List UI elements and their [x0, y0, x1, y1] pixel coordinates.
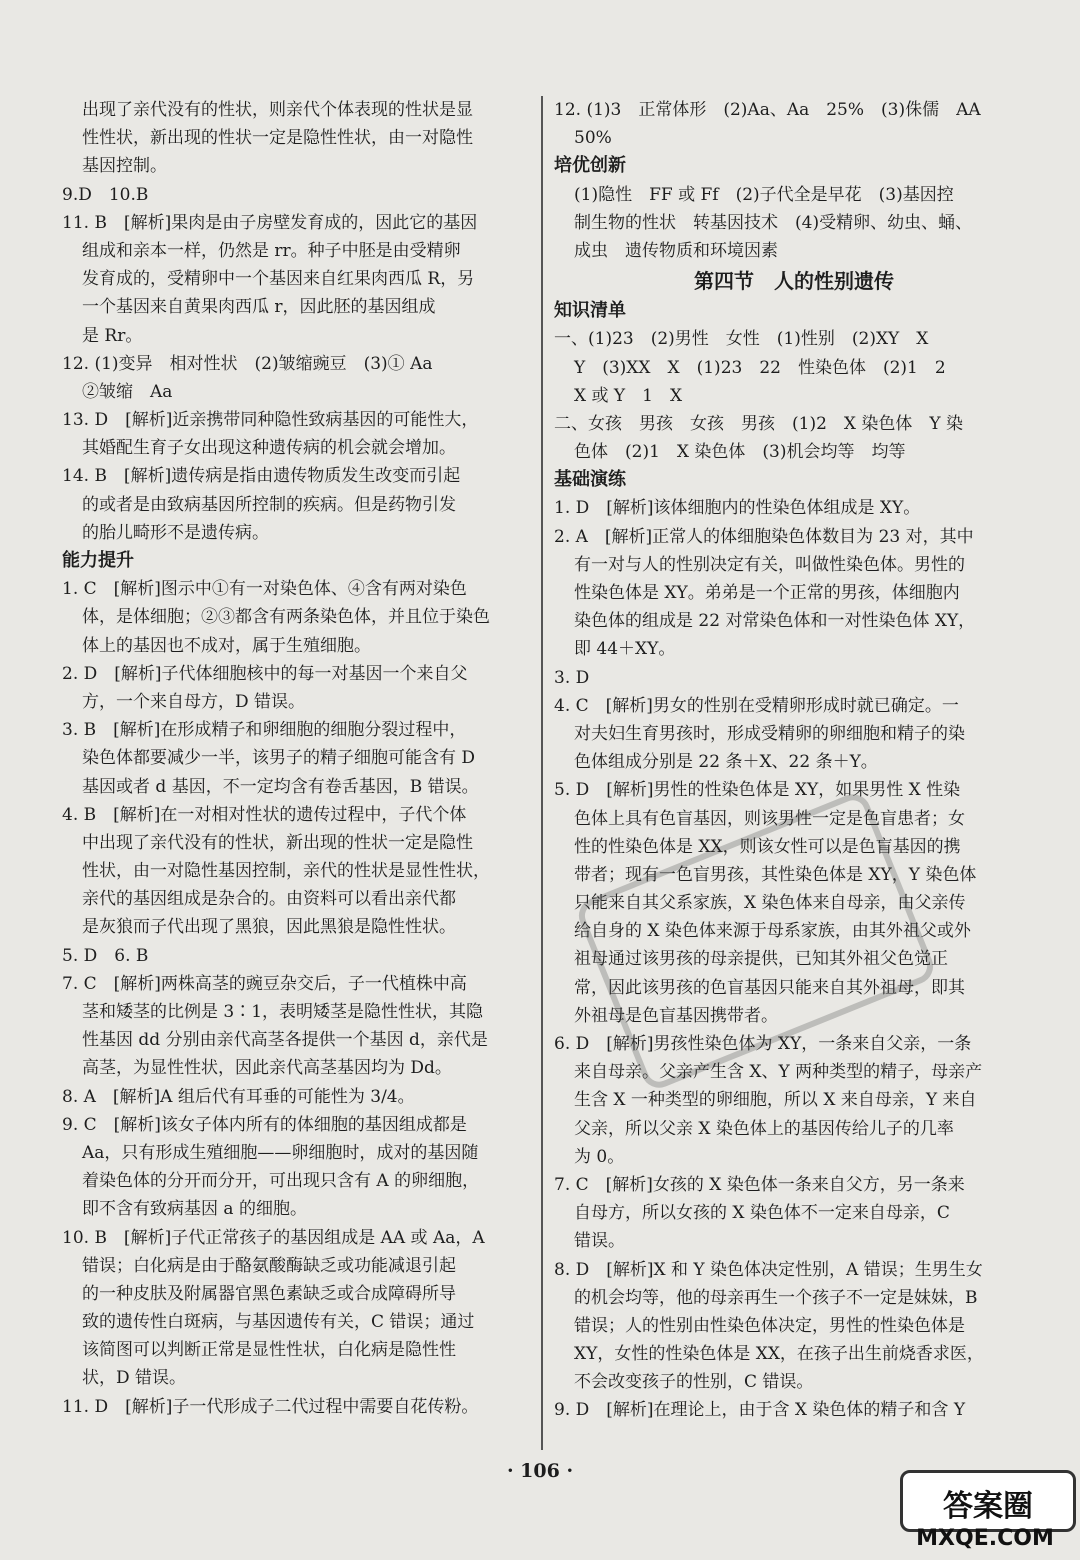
text-line: 出现了亲代没有的性状，则亲代个体表现的性状是显: [82, 100, 473, 120]
text-line: 父亲，所以父亲 X 染色体上的基因传给儿子的几率: [574, 1118, 954, 1139]
text-line: 的一种皮肤及附属器官黑色素缺乏或合成障碍所导: [82, 1283, 456, 1304]
text-line: 9.D 10.B: [62, 184, 149, 205]
text-line: 亲代的基因组成是杂合的。由资料可以看出亲代都: [82, 889, 456, 910]
text-line: 其婚配生育子女出现这种遗传病的机会就会增加。: [82, 438, 456, 459]
text-line: 13. D [解析]近亲携带同种隐性致病基因的可能性大，: [62, 410, 479, 431]
text-line: 色体 (2)1 X 染色体 (3)机会均等 均等: [574, 442, 906, 463]
text-line: Y (3)XX X (1)23 22 性染色体 (2)1 2: [574, 357, 946, 378]
text-line: 该简图可以判断正常是显性性状，白化病是隐性性: [82, 1340, 456, 1361]
text-line: 有一对与人的性别决定有关，叫做性染色体。男性的: [574, 554, 965, 575]
text-line: (1)隐性 FF 或 Ff (2)子代全是早花 (3)基因控: [574, 184, 954, 205]
watermark-url: MXQE.COM: [916, 1526, 1054, 1551]
column-divider: [541, 96, 543, 1450]
text-line: 体上的基因也不成对，属于生殖细胞。: [82, 635, 371, 656]
text-line: 外祖母是色盲基因携带者。: [574, 1005, 778, 1026]
text-line: ②皱缩 Aa: [82, 381, 173, 402]
text-line: 来自母亲。父亲产生含 X、Y 两种类型的精子，母亲产: [574, 1062, 983, 1083]
text-line: 性的性染色体是 XX，则该女性可以是色盲基因的携: [574, 836, 961, 857]
watermark-title: 答案圈: [943, 1489, 1033, 1524]
text-line: 发育成的，受精卵中一个基因来自红果肉西瓜 R，另: [82, 269, 475, 290]
text-line: 自母方，所以女孩的 X 染色体不一定来自母亲，C: [574, 1203, 950, 1224]
text-line: 4. B [解析]在一对相对性状的遗传过程中，子代个体: [62, 804, 467, 825]
text-line: 6. D [解析]男孩性染色体为 XY，一条来自父亲，一条: [554, 1034, 972, 1054]
text-line: 错误。: [574, 1231, 625, 1252]
text-line: 错误；人的性别由性染色体决定，男性的性染色体是: [574, 1315, 965, 1336]
chapter-title: 第四节 人的性别遗传: [694, 269, 894, 294]
left-column: [62, 96, 532, 1421]
text-line: 方，一个来自母方，D 错误。: [82, 691, 306, 712]
text-line: 色体上具有色盲基因，则该男性一定是色盲患者；女: [574, 808, 965, 829]
text-line: 9. C [解析]该女子体内所有的体细胞的基因组成都是: [62, 1114, 467, 1135]
text-line: 7. C [解析]女孩的 X 染色体一条来自父方，另一条来: [554, 1174, 965, 1195]
text-line: 性性状，新出现的性状一定是隐性性状，由一对隐性: [82, 128, 473, 149]
text-line: 状，D 错误。: [82, 1368, 187, 1389]
text-line: 基因控制。: [82, 156, 167, 177]
text-line: 即 44＋XY。: [574, 639, 676, 660]
watermark-logo: [900, 1470, 1070, 1552]
text-line: 的机会均等，他的母亲再生一个孩子不一定是妹妹，B: [574, 1287, 978, 1308]
text-line: 1. D [解析]该体细胞内的性染色体组成是 XY。: [554, 498, 921, 519]
section-heading: 能力提升: [62, 550, 134, 571]
text-line: 1. C [解析]图示中①有一对染色体、④含有两对染色: [62, 579, 467, 600]
page-number: · 106 ·: [506, 1460, 574, 1482]
text-line: 10. B [解析]子代正常孩子的基因组成是 AA 或 Aa，A: [62, 1227, 485, 1248]
text-line: 12. (1)变异 相对性状 (2)皱缩豌豆 (3)① Aa: [62, 353, 433, 374]
text-line: 生含 X 一种类型的卵细胞，所以 X 来自母亲，Y 来自: [574, 1090, 977, 1111]
text-line: Aa，只有形成生殖细胞——卵细胞时，成对的基因随: [82, 1142, 479, 1163]
text-line: 即不含有致病基因 a 的细胞。: [82, 1199, 307, 1220]
text-line: 2. D [解析]子代体细胞核中的每一对基因一个来自父: [62, 663, 468, 684]
text-line: 9. D [解析]在理论上，由于含 X 染色体的精子和含 Y: [554, 1400, 966, 1421]
text-line: 是 Rr。: [82, 325, 143, 346]
text-line: 8. D [解析]X 和 Y 染色体决定性别，A 错误；生男生女: [554, 1259, 983, 1280]
text-line: 不会改变孩子的性别，C 错误。: [574, 1372, 814, 1393]
text-line: 常，因此该男孩的色盲基因只能来自其外祖母，即其: [574, 977, 965, 998]
text-line: 对夫妇生育男孩时，形成受精卵的卵细胞和精子的染: [574, 723, 965, 744]
text-line: 性状，由一对隐性基因控制，亲代的性状是显性性状，: [82, 861, 490, 882]
text-line: 7. C [解析]两株高茎的豌豆杂交后，子一代植株中高: [62, 973, 467, 994]
text-line: 给自身的 X 染色体来源于母系家族，由其外祖父或外: [574, 921, 971, 942]
text-line: 5. D [解析]男性的性染色体是 XY，如果男性 X 性染: [554, 780, 961, 801]
text-line: 11. B [解析]果肉是由子房壁发育成的，因此它的基因: [62, 212, 478, 233]
text-line: 一、(1)23 (2)男性 女性 (1)性别 (2)XY X: [554, 329, 929, 350]
text-line: 3. D: [554, 667, 590, 688]
text-line: 性基因 dd 分别由亲代高茎各提供一个基因 d，亲代是: [82, 1030, 488, 1051]
text-line: 染色体的组成是 22 对常染色体和一对性染色体 XY，: [574, 611, 976, 632]
text-line: 成虫 遗传物质和环境因素: [574, 240, 778, 261]
text-line: 带者；现有一色盲男孩，其性染色体是 XY，Y 染色体: [574, 864, 977, 885]
text-line: 色体组成分别是 22 条＋X、22 条＋Y。: [574, 752, 878, 773]
text-line: 的或者是由致病基因所控制的疾病。但是药物引发: [82, 494, 456, 515]
text-line: 2. A [解析]正常人的体细胞染色体数目为 23 对，其中: [554, 526, 974, 547]
text-line: 二、女孩 男孩 女孩 男孩 (1)2 X 染色体 Y 染: [554, 413, 964, 434]
text-line: 12. (1)3 正常体形 (2)Aa、Aa 25% (3)侏儒 AA: [554, 100, 981, 120]
text-line: 染色体都要减少一半，该男子的精子细胞可能含有 D: [82, 748, 476, 769]
section-heading: 基础演练: [554, 469, 626, 491]
text-line: 只能来自其父系家族，X 染色体来自母亲，由父亲传: [574, 893, 966, 914]
text-line: 4. C [解析]男女的性别在受精卵形成时就已确定。一: [554, 695, 959, 716]
text-line: 错误；白化病是由于酪氨酸酶缺乏或功能减退引起: [82, 1255, 456, 1276]
text-line: 高茎，为显性性状，因此亲代高茎基因均为 Dd。: [82, 1058, 452, 1079]
section-heading: 知识清单: [554, 300, 626, 322]
text-line: X 或 Y 1 X: [574, 385, 683, 406]
text-line: 为 0。: [574, 1146, 625, 1167]
text-line: 一个基因来自黄果肉西瓜 r，因此胚的基因组成: [82, 297, 436, 318]
text-line: XY，女性的性染色体是 XX，在孩子出生前烧香求医，: [574, 1344, 984, 1365]
text-line: 着染色体的分开而分开，可出现只含有 A 的卵细胞，: [82, 1171, 480, 1192]
text-line: 的胎儿畸形不是遗传病。: [82, 522, 269, 543]
watermark-box: [900, 1470, 1076, 1532]
text-line: 14. B [解析]遗传病是指由遗传物质发生改变而引起: [62, 466, 461, 487]
text-line: 性染色体是 XY。弟弟是一个正常的男孩，体细胞内: [574, 583, 960, 603]
text-line: 50%: [574, 128, 612, 149]
text-line: 8. A [解析]A 组后代有耳垂的可能性为 3/4。: [62, 1086, 415, 1107]
text-line: 茎和矮茎的比例是 3∶1，表明矮茎是隐性性状，其隐: [82, 1002, 484, 1022]
text-line: 5. D 6. B: [62, 945, 149, 966]
text-line: 中出现了亲代没有的性状，新出现的性状一定是隐性: [82, 832, 473, 853]
right-column: [554, 96, 1034, 1425]
text-line: 致的遗传性白斑病，与基因遗传有关，C 错误；通过: [82, 1312, 475, 1333]
text-line: 基因或者 d 基因，不一定均含有卷舌基因，B 错误。: [82, 776, 479, 797]
text-line: 制生物的性状 转基因技术 (4)受精卵、幼虫、蛹、: [574, 212, 973, 233]
text-line: 体，是体细胞；②③都含有两条染色体，并且位于染色: [82, 607, 490, 628]
text-line: 祖母通过该男孩的母亲提供，已知其外祖父色觉正: [574, 949, 948, 970]
text-line: 3. B [解析]在形成精子和卵细胞的细胞分裂过程中，: [62, 720, 467, 741]
text-line: 11. D [解析]子一代形成子二代过程中需要自花传粉。: [62, 1396, 479, 1417]
text-line: 是灰狼而子代出现了黑狼，因此黑狼是隐性性状。: [82, 917, 456, 938]
section-heading: 培优创新: [554, 155, 626, 177]
text-line: 组成和亲本一样，仍然是 rr。种子中胚是由受精卵: [82, 240, 461, 261]
